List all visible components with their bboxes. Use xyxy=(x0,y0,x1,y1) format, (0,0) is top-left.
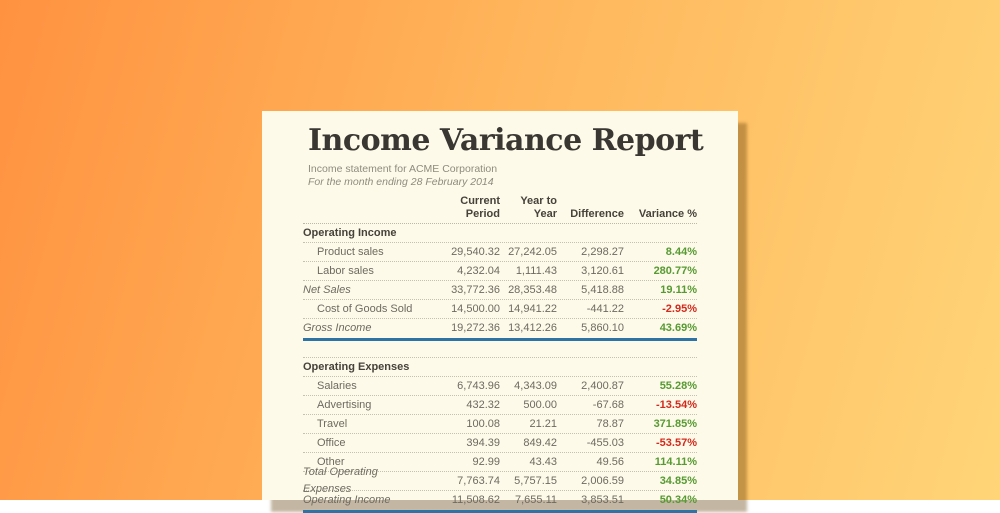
header-current-period: Current Period xyxy=(460,195,500,220)
variance-value: -2.95% xyxy=(662,302,697,315)
variance-value: 34.85% xyxy=(659,474,697,487)
variance-value: 19.11% xyxy=(660,283,697,296)
report-period-line: For the month ending 28 February 2014 xyxy=(308,176,494,188)
variance-value: 55.28% xyxy=(659,379,697,392)
variance-value: 280.77% xyxy=(653,264,697,277)
table-row: Travel 100.08 21.21 78.87 371.85% xyxy=(303,415,697,434)
table-row: Cost of Goods Sold 14,500.00 14,941.22 -441.22 -2.95% xyxy=(303,300,697,319)
header-year-to-year: Year to Year xyxy=(520,195,557,220)
variance-value: 50.34% xyxy=(659,494,697,506)
page-title: Income Variance Report xyxy=(308,123,704,158)
variance-value: -53.57% xyxy=(656,436,697,449)
table-row: Other 92.99 43.43 49.56 114.11% xyxy=(303,453,697,472)
table-row-gross-income: Gross Income 19,272.36 13,412.26 5,860.10 43.69% xyxy=(303,319,697,341)
header-difference: Difference xyxy=(570,207,624,220)
variance-value: 43.69% xyxy=(659,322,697,334)
variance-value: -13.54% xyxy=(656,398,697,411)
header-variance: Variance % xyxy=(638,207,697,220)
section-title-operating-income: Operating Income xyxy=(303,224,697,243)
table-row: Office 394.39 849.42 -455.03 -53.57% xyxy=(303,434,697,453)
table-header-row xyxy=(303,195,697,224)
variance-value: 8.44% xyxy=(665,245,697,258)
section-title-operating-expenses: Operating Expenses xyxy=(303,358,697,377)
table-row-net-sales: Net Sales 33,772.36 28,353.48 5,418.88 19.11% xyxy=(303,281,697,300)
variance-value: 114.11% xyxy=(654,455,697,468)
variance-value: 371.85% xyxy=(653,417,697,430)
table-row-total-operating-expenses: Total Operating Expenses 7,763.74 5,757.15 2,006.59 34.85% xyxy=(303,466,697,495)
table-row: Salaries 6,743.96 4,343.09 2,400.87 55.28% xyxy=(303,377,697,396)
table-row-operating-income-total: Operating Income 11,508.62 7,655.11 3,853.51 50.34% xyxy=(303,491,697,513)
variance-table xyxy=(303,195,697,513)
report-subtitle: Income statement for ACME Corporation xyxy=(308,163,498,175)
report-page xyxy=(262,111,738,506)
table-row: Labor sales 4,232.04 1,111.43 3,120.61 280.77% xyxy=(303,262,697,281)
table-row: Advertising 432.32 500.00 -67.68 -13.54% xyxy=(303,396,697,415)
table-row: Product sales 29,540.32 27,242.05 2,298.27 8.44% xyxy=(303,243,697,262)
section-gap xyxy=(303,341,697,358)
